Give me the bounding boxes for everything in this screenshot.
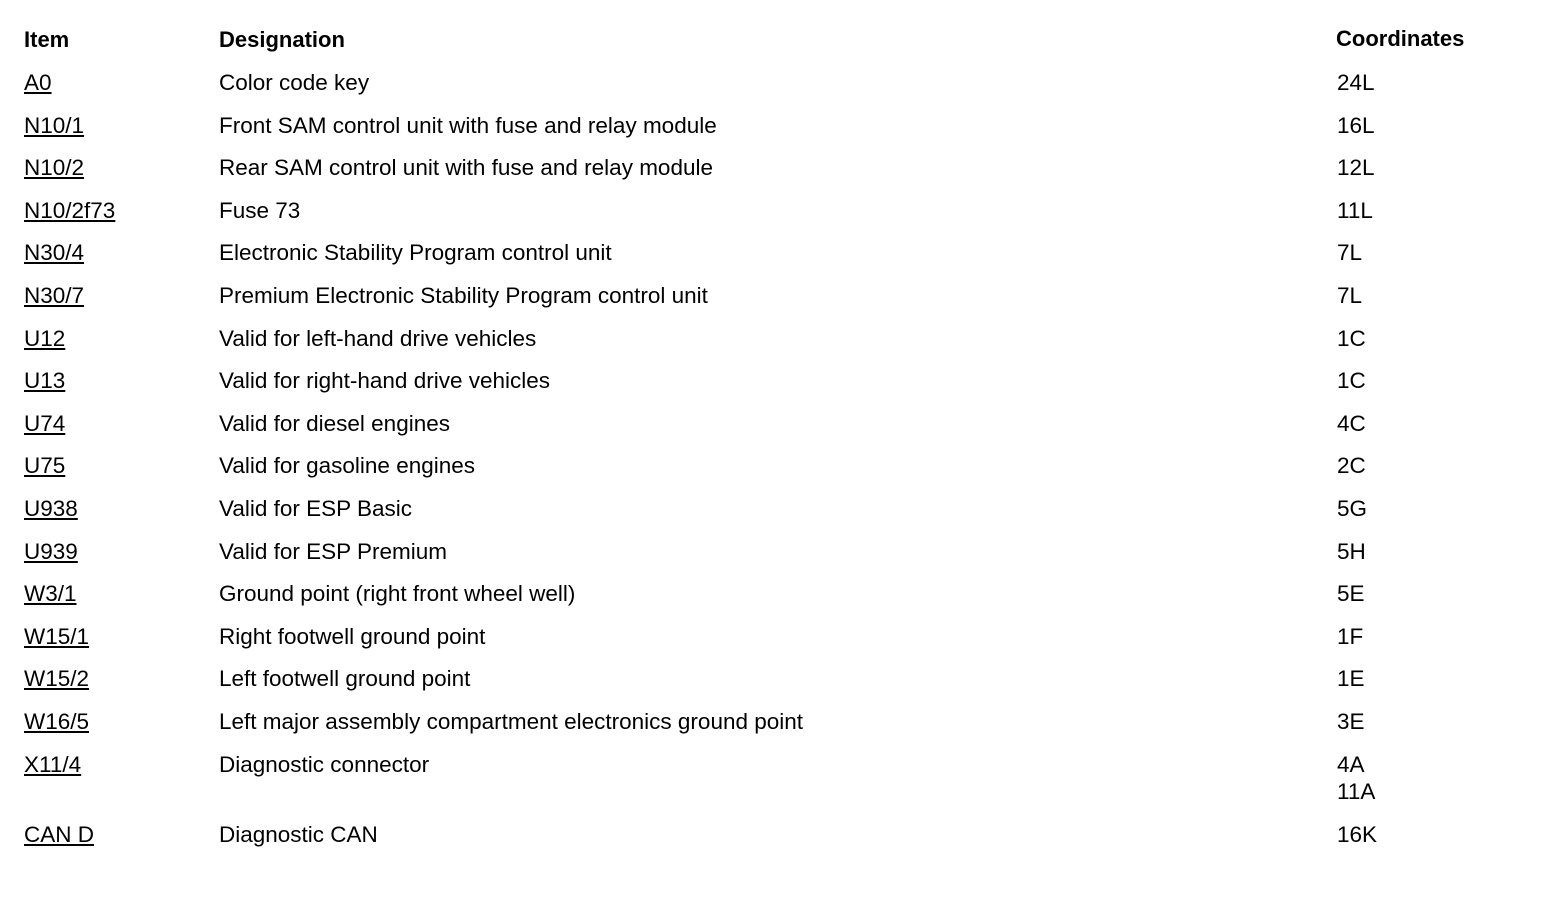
coordinates-cell — [1337, 495, 1367, 522]
item-link[interactable]: U938 — [24, 495, 78, 521]
designation-text: Valid for ESP Premium — [219, 538, 447, 564]
item-link[interactable]: U939 — [24, 538, 78, 564]
coordinates-cell — [1337, 239, 1362, 266]
coordinates-cell — [1337, 112, 1375, 139]
item-link[interactable]: W3/1 — [24, 581, 77, 607]
designation-text: Rear SAM control unit with fuse and relay module — [219, 155, 713, 181]
designation-text: Color code key — [219, 70, 370, 95]
designation-text: Valid for ESP Basic — [219, 495, 413, 521]
legend-rows — [0, 69, 1568, 864]
designation-text: Diagnostic CAN — [219, 822, 378, 847]
coordinates-cell — [1337, 623, 1363, 650]
coordinates-cell — [1337, 452, 1366, 479]
item-link[interactable]: CAN D — [24, 822, 95, 847]
column-header-item: Item — [24, 27, 70, 52]
item-link[interactable]: W16/5 — [24, 708, 90, 734]
item-link[interactable]: N10/1 — [24, 112, 85, 138]
designation-text: Left major assembly compartment electronics ground point — [219, 708, 804, 734]
coordinate-value: 3E — [1337, 708, 1365, 734]
coordinate-value: 2C — [1337, 453, 1366, 479]
coordinate-value: 12L — [1337, 155, 1375, 181]
table-row — [0, 538, 1568, 581]
designation-text: Fuse 73 — [219, 197, 301, 223]
item-link[interactable]: X11/4 — [24, 751, 82, 777]
designation-text: Valid for right-hand drive vehicles — [219, 368, 550, 394]
coordinates-cell — [1337, 367, 1366, 394]
coordinate-value: 11L — [1337, 197, 1373, 223]
column-header-coordinates: Coordinates — [1336, 26, 1465, 51]
item-link[interactable]: U12 — [24, 325, 66, 351]
coordinates-cell — [1337, 282, 1362, 309]
designation-text: Left footwell ground point — [219, 666, 471, 692]
table-row — [0, 751, 1568, 822]
item-link[interactable]: N30/7 — [24, 282, 85, 308]
coordinate-value: 16L — [1337, 112, 1375, 138]
coordinate-value: 7L — [1337, 282, 1363, 308]
coordinate-value: 1C — [1337, 368, 1366, 394]
table-row — [0, 821, 1568, 864]
table-row — [0, 623, 1568, 666]
table-row — [0, 69, 1568, 112]
designation-text: Front SAM control unit with fuse and relay module — [219, 112, 717, 138]
table-row — [0, 239, 1568, 282]
table-row — [0, 410, 1568, 453]
designation-text: Valid for diesel engines — [219, 410, 450, 436]
coordinates-cell — [1337, 580, 1365, 607]
coordinate-value: 24L — [1337, 70, 1375, 95]
designation-text: Ground point (right front wheel well) — [219, 581, 576, 607]
item-link[interactable]: W15/1 — [24, 623, 90, 649]
coordinates-cell — [1337, 665, 1365, 692]
coordinate-value: 11A — [1337, 778, 1376, 804]
coordinates-cell — [1337, 410, 1366, 437]
table-row — [0, 154, 1568, 197]
coordinate-value: 5H — [1337, 538, 1366, 564]
table-row — [0, 367, 1568, 410]
item-link[interactable]: A0 — [24, 70, 52, 95]
coordinates-cell — [1337, 325, 1366, 352]
table-row — [0, 708, 1568, 751]
designation-text: Right footwell ground point — [219, 623, 486, 649]
item-link[interactable]: U75 — [24, 453, 66, 479]
item-link[interactable]: U13 — [24, 368, 66, 394]
coordinate-value: 7L — [1337, 240, 1363, 266]
designation-text: Electronic Stability Program control unit — [219, 240, 612, 266]
item-link[interactable]: N10/2f73 — [24, 197, 116, 223]
designation-text: Valid for left-hand drive vehicles — [219, 325, 537, 351]
table-row — [0, 325, 1568, 368]
table-row — [0, 665, 1568, 708]
coordinates-cell — [1337, 538, 1366, 565]
designation-text: Diagnostic connector — [219, 751, 430, 777]
item-link[interactable]: W15/2 — [24, 666, 90, 692]
table-row — [0, 452, 1568, 495]
coordinate-value: 16K — [1337, 822, 1378, 847]
coordinate-value: 5E — [1337, 581, 1365, 607]
coordinates-cell — [1337, 69, 1375, 96]
column-header-designation: Designation — [219, 27, 345, 52]
coordinate-value: 1C — [1337, 325, 1366, 351]
coordinate-value: 4C — [1337, 410, 1366, 436]
coordinate-value: 1E — [1337, 666, 1365, 692]
coordinates-cell — [1337, 197, 1373, 224]
coordinates-cell — [1337, 708, 1365, 735]
coordinates-cell — [1337, 751, 1375, 805]
coordinate-value: 1F — [1337, 623, 1364, 649]
table-row — [0, 112, 1568, 155]
designation-text: Premium Electronic Stability Program control unit — [219, 282, 708, 308]
coordinate-value: 5G — [1337, 495, 1368, 521]
table-row — [0, 197, 1568, 240]
item-link[interactable]: U74 — [24, 410, 66, 436]
table-row — [0, 282, 1568, 325]
designation-text: Valid for gasoline engines — [219, 453, 476, 479]
item-link[interactable]: N10/2 — [24, 155, 85, 181]
coordinates-cell — [1337, 154, 1375, 181]
table-row — [0, 580, 1568, 623]
item-link[interactable]: N30/4 — [24, 240, 85, 266]
coordinate-value: 4A — [1337, 751, 1365, 777]
table-row — [0, 495, 1568, 538]
coordinates-cell — [1337, 821, 1377, 848]
